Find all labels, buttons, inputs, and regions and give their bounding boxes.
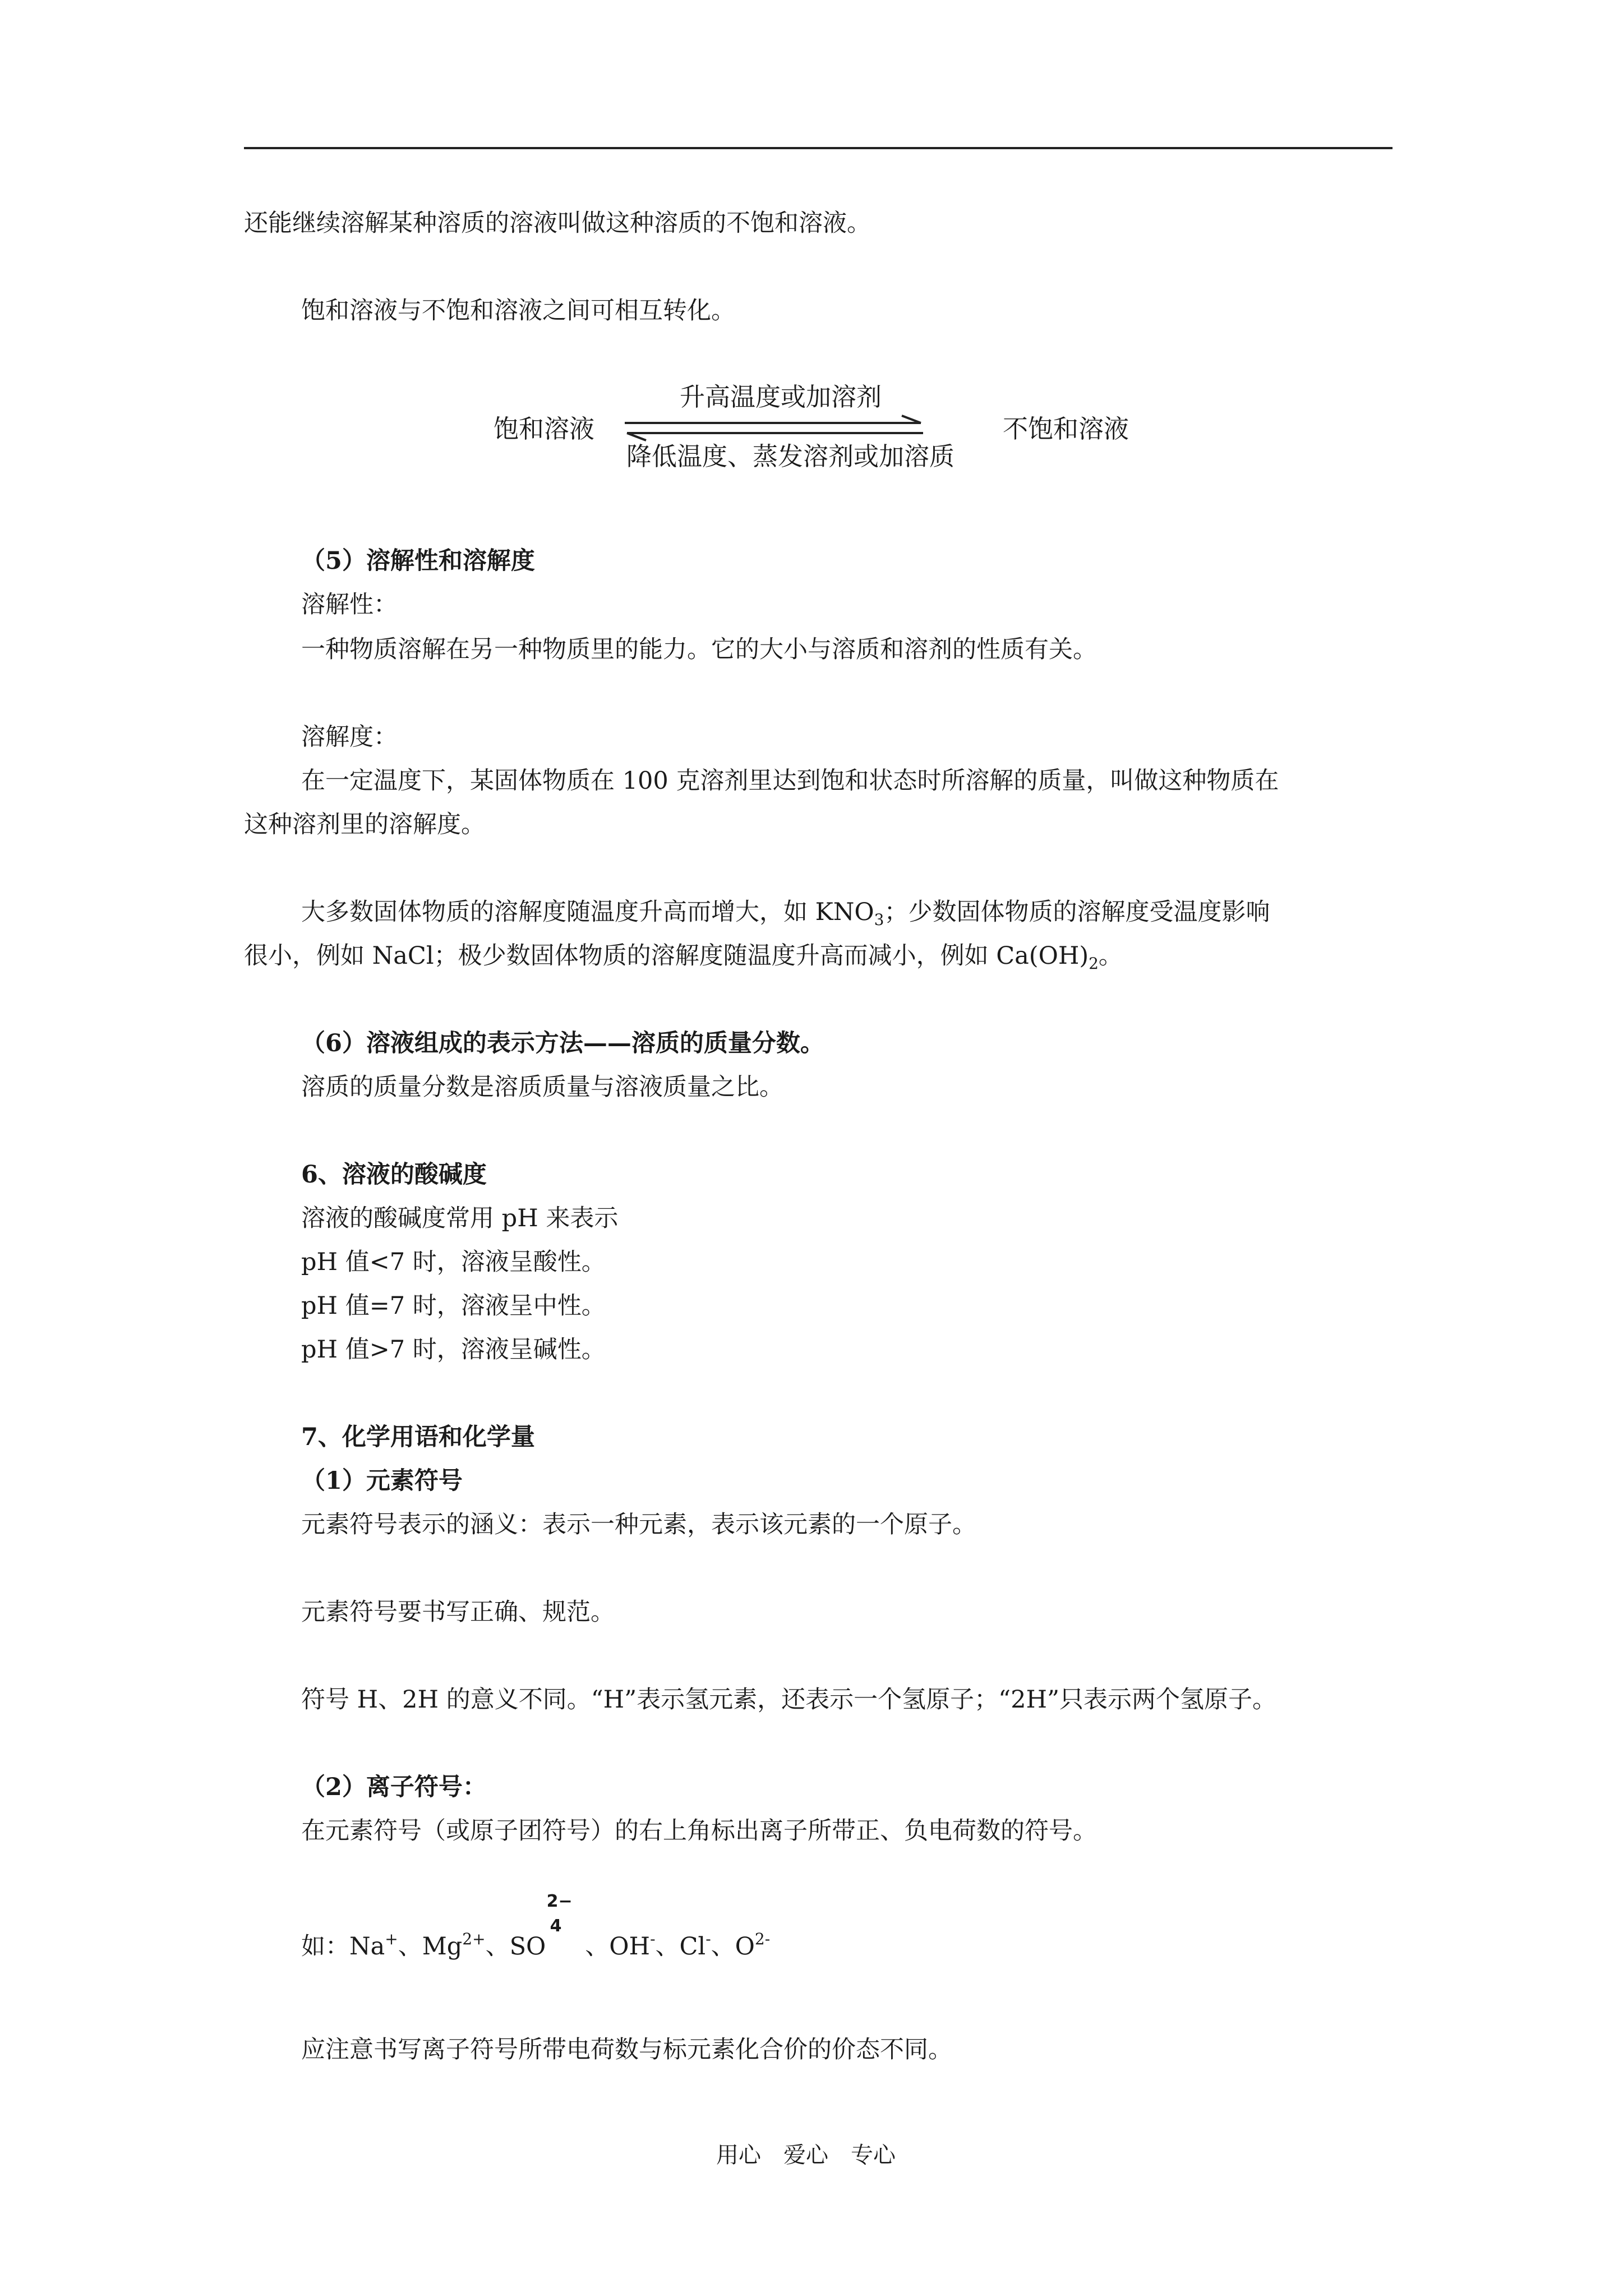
solubility-degree-definition-1: 在一定温度下，某固体物质在 100 克溶剂里达到饱和状态时所溶解的质量，叫做这种物质在 (301, 767, 1279, 795)
ion-examples: 如：Na+、$Mg^{2+}$、SO 2− 4 、OH-、Cl-、$O^{2-}$ (301, 1931, 770, 1962)
ion-charge-note: 应注意书写离子符号所带电荷数与标元素化合价的价态不同。 (301, 2036, 952, 2064)
section-7-1-title: （1）元素符号 (301, 1467, 463, 1495)
ph-basic: pH 值>7 时，溶液呈碱性。 (301, 1336, 606, 1364)
paragraph-temperature-effect-1: 大多数固体物质的溶解度随温度升高而增大，如 $KNO_3$；少数固体物质的溶解度受温度影响 (301, 898, 1270, 929)
section-5-title: （5）溶解性和溶解度 (301, 547, 535, 575)
diagram-reverse-condition: 降低温度、蒸发溶剂或加溶质 (626, 441, 955, 471)
ph-neutral: pH 值=7 时，溶液呈中性。 (301, 1292, 606, 1320)
double-arrow-icon (623, 414, 925, 442)
header-rule (244, 147, 1393, 149)
paragraph-unsaturated-definition: 还能继续溶解某种溶质的溶液叫做这种溶质的不饱和溶液。 (244, 209, 871, 237)
symbol-h-2h-difference: 符号 H、2H 的意义不同。“H”表示氢元素，还表示一个氢原子；“2H”只表示两个氢原子。 (301, 1686, 1276, 1714)
paragraph-temperature-effect-2: 很小，例如 NaCl；极少数固体物质的溶解度随温度升高而减小，例如 $Ca(OH)_2$。 (244, 942, 1123, 973)
section-6-title: （6）溶液组成的表示方法——溶质的质量分数。 (301, 1029, 824, 1057)
paragraph-conversion: 饱和溶液与不饱和溶液之间可相互转化。 (301, 297, 735, 325)
sulfate-ion: SO 2− 4 (509, 1892, 573, 1961)
diagram-forward-condition: 升高温度或加溶剂 (680, 382, 882, 412)
solubility-degree-label: 溶解度： (301, 723, 398, 751)
conversion-diagram (494, 381, 1166, 494)
page-footer: 用心 爱心 专心 (716, 2142, 896, 2168)
heading-7: 7、化学用语和化学量 (301, 1423, 535, 1451)
heading-6: 6、溶液的酸碱度 (301, 1161, 487, 1189)
ph-acidic: pH 值<7 时，溶液呈酸性。 (301, 1248, 606, 1276)
ph-intro: 溶液的酸碱度常用 pH 来表示 (301, 1204, 619, 1232)
diagram-saturated-label: 饱和溶液 (494, 414, 595, 444)
element-symbol-meaning: 元素符号表示的涵义：表示一种元素，表示该元素的一个原子。 (301, 1511, 976, 1539)
solubility-label: 溶解性： (301, 591, 398, 619)
solubility-degree-definition-2: 这种溶剂里的溶解度。 (244, 811, 485, 839)
solubility-definition: 一种物质溶解在另一种物质里的能力。它的大小与溶质和溶剂的性质有关。 (301, 636, 1097, 664)
diagram-unsaturated-label: 不饱和溶液 (1003, 414, 1129, 444)
mass-fraction-definition: 溶质的质量分数是溶质质量与溶液质量之比。 (301, 1073, 783, 1101)
element-symbol-writing: 元素符号要书写正确、规范。 (301, 1598, 615, 1626)
ion-symbol-definition: 在元素符号（或原子团符号）的右上角标出离子所带正、负电荷数的符号。 (301, 1817, 1097, 1845)
section-7-2-title: （2）离子符号： (301, 1773, 487, 1801)
